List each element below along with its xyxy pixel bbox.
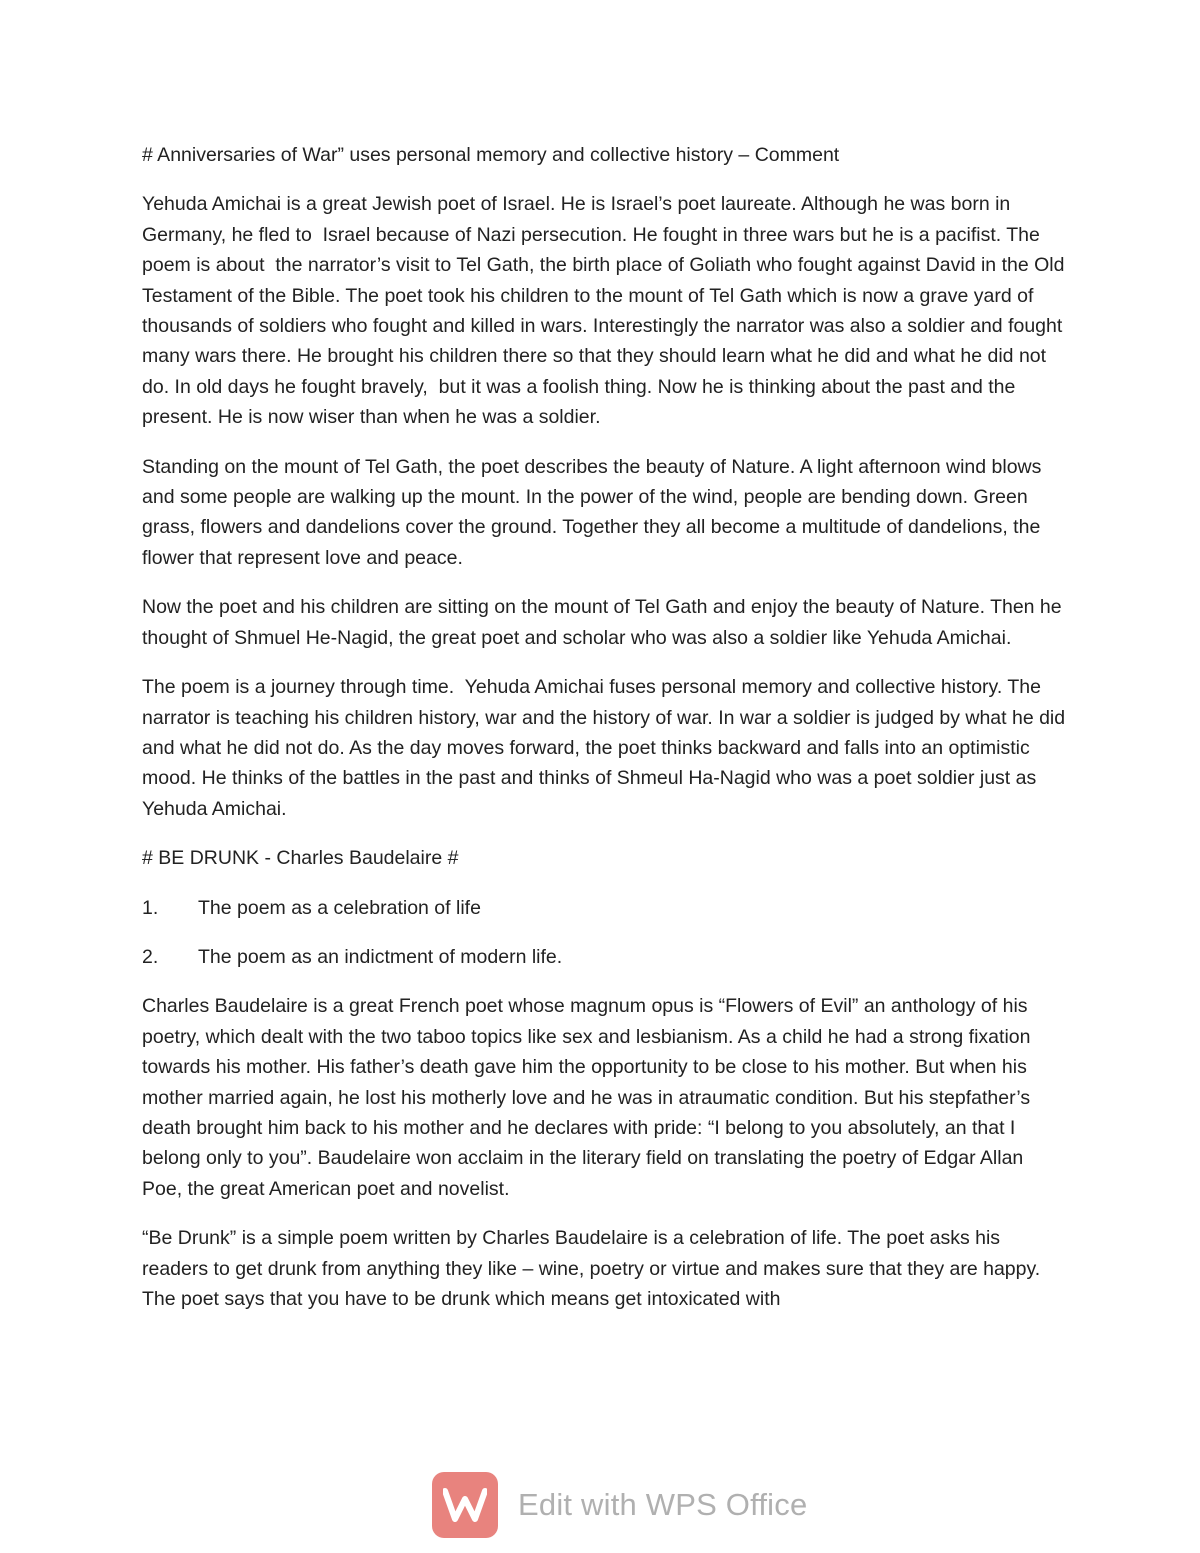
wps-watermark[interactable]	[432, 1471, 807, 1539]
list-number: 1.	[142, 896, 159, 919]
list-text: The poem as a celebration of life	[198, 896, 481, 919]
paragraph-be-drunk: “Be Drunk” is a simple poem written by Charles Baudelaire is a celebration of life. The poet asks his readers to get drunk from anything they like – wine, poetry or virtue and makes sure that they are happy. The poet says that you have to be drunk which means get intoxicated with	[142, 1227, 1046, 1310]
list-item	[142, 942, 1067, 972]
document-page	[142, 140, 1071, 1333]
paragraph-journey: The poem is a journey through time. Yehuda Amichai fuses personal memory and collective history. The narrator is teaching his children history, war and the history of war. In war a soldier is judged by what he did and what he did not do. As the day moves forward, the poet thinks backward and falls into an optimistic mood. He thinks of the battles in the past and thinks of Shmeul Ha-Nagid who was a poet soldier just as Yehuda Amichai.	[142, 676, 1071, 820]
paragraph-nature: Standing on the mount of Tel Gath, the poet describes the beauty of Nature. A light afternoon wind blows and some people are walking up the mount. In the power of the wind, people are bending down. Green grass, flowers and dandelions cover the ground. Together they all become a multitude of dandelions, the flower that represent love and peace.	[142, 455, 1047, 569]
list-item	[142, 893, 1067, 923]
paragraph-shmuel: Now the poet and his children are sitting on the mount of Tel Gath and enjoy the beauty of Nature. Then he thought of Shmuel He-Nagid, the great poet and scholar who was also a soldier like Yehuda Amichai.	[142, 596, 1068, 649]
list-text: The poem as an indictment of modern life.	[198, 945, 563, 968]
section-heading-anniversaries: # Anniversaries of War” uses personal memory and collective history – Comment	[142, 144, 840, 166]
watermark-text: Edit with WPS Office	[518, 1487, 808, 1522]
section-heading-be-drunk: # BE DRUNK - Charles Baudelaire #	[142, 847, 459, 870]
list-number: 2.	[142, 945, 159, 968]
wps-logo-icon	[432, 1472, 498, 1538]
paragraph-baudelaire-bio: Charles Baudelaire is a great French poet whose magnum opus is “Flowers of Evil” an anthology of his poetry, which dealt with the two taboo topics like sex and lesbianism. As a child he had a strong fixation towards his mother. His father’s death gave him the opportunity to be close to his mother. But when his mother married again, he lost his motherly love and he was in atraumatic condition. But his stepfather’s death brought him back to his mother and he declares with pride: “I belong to you absolutely, an that I belong only to you”. Baudelaire won acclaim in the literary field on translating the poetry of Edgar Allan Poe, the great American poet and novelist.	[142, 995, 1036, 1200]
paragraph-amichai-intro: Yehuda Amichai is a great Jewish poet of Israel. He is Israel’s poet laureate. Although he was born in Germany, he fled to Israel because of Nazi persecution. He fought in three wars but he is a pacifist. The poem is about the narrator’s visit to Tel Gath, the birth place of Goliath who fought against David in the Old Testament of the Bible. The poet took his children to the mount of Tel Gath which is now a grave yard of thousands of soldiers who fought and killed in wars. Interestingly the narrator was also a soldier and fought many wars there. He brought his children there so that they should learn what he did and what he did not do. In old days he fought bravely, but it was a foolish thing. Now he is thinking about the past and the present. He is now wiser than when he was a soldier.	[142, 193, 1070, 429]
